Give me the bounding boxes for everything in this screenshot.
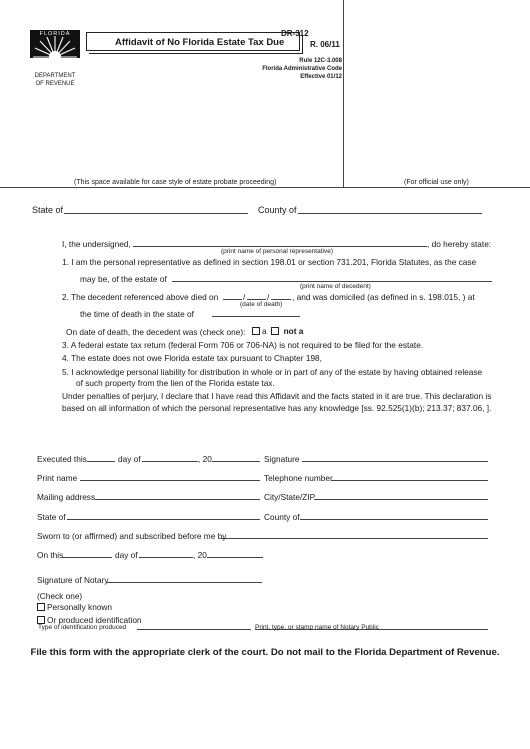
notary-county-field[interactable] [300, 519, 488, 520]
form-title: Affidavit of No Florida Estate Tax Due [115, 37, 285, 48]
state-label: State of [32, 205, 64, 215]
checkbox-not-a[interactable] [271, 327, 279, 335]
id-type-hint: Type of identification produced [38, 624, 127, 631]
date-separator-2: / [267, 292, 270, 302]
city-state-zip-label: City/State/ZIP [264, 492, 316, 502]
executed-day-field[interactable] [87, 461, 115, 462]
telephone-label: Telephone number [264, 473, 333, 483]
option-a-label: a [262, 326, 267, 336]
sworn-by-field[interactable] [221, 538, 488, 539]
checkbox-produced-id[interactable] [37, 616, 45, 624]
mailing-address-label: Mailing address [37, 492, 96, 502]
id-type-field[interactable] [137, 629, 251, 630]
agency-line2: OF REVENUE [35, 81, 75, 87]
do-hereby-label: , do hereby state: [427, 239, 492, 249]
checkbox-a[interactable] [252, 327, 260, 335]
item1-line2: may be, of the estate of [80, 274, 167, 284]
death-month-field[interactable] [223, 299, 242, 300]
notary-signature-field[interactable] [106, 582, 262, 583]
perjury-line2: based on all information of which the personal representative has any knowledge [ss. 92.525(1)(b); 213.37; 837.06, ]. [62, 403, 492, 413]
notary-state-field[interactable] [67, 519, 260, 520]
official-use-note: (For official use only) [404, 179, 469, 186]
status-options [252, 326, 303, 336]
agency-line1: DEPARTMENT [34, 73, 76, 79]
form-number: DR-312 [281, 29, 309, 38]
option-not-a-label: not a [283, 326, 304, 336]
caption-divider-vertical [343, 0, 344, 187]
item5-line2: of such property from the lien of the Florida estate tax. [76, 378, 275, 388]
decedent-name-field[interactable] [172, 281, 492, 282]
executed-month-field[interactable] [142, 461, 198, 462]
rule-effective: Effective 01/12 [300, 74, 342, 80]
executed-day-of-label: day of [118, 454, 141, 464]
undersigned-label: I, the undersigned, [62, 239, 131, 249]
rule-code: Florida Administrative Code [262, 66, 342, 72]
date-separator-1: / [243, 292, 246, 302]
domicile-state-field[interactable] [212, 316, 300, 317]
sworn-month-field[interactable] [139, 557, 193, 558]
item2-line2: the time of death in the state of [80, 309, 194, 319]
item2-domicile-text: , and was domiciled (as defined in s. 198.015, ) at [292, 292, 475, 302]
date-of-death-hint: (date of death) [240, 301, 283, 308]
sworn-year-field[interactable] [207, 557, 263, 558]
item4: 4. The estate does not owe Florida estate tax pursuant to Chapter 198, [62, 353, 322, 363]
death-day-field[interactable] [247, 299, 266, 300]
executed-year-label: , 20 [198, 454, 212, 464]
death-year-field[interactable] [271, 299, 291, 300]
checkbox-personally-known[interactable] [37, 603, 45, 611]
filing-instruction: File this form with the appropriate clerk of the court. Do not mail to the Florida Department of Revenue. [30, 647, 500, 658]
form-revision: R. 06/11 [310, 40, 340, 49]
rule-reference [230, 57, 342, 81]
item1-line1: 1. I am the personal representative as defined in section 198.01 or section 731.201, Florida Statutes, as the case [62, 257, 477, 267]
notary-county-label: County of [264, 512, 300, 522]
signature-field[interactable] [302, 461, 488, 462]
signature-label: Signature [264, 454, 300, 464]
executed-this-label: Executed this [37, 454, 87, 464]
county-field[interactable] [298, 213, 482, 214]
county-label: County of [258, 205, 297, 215]
on-this-label: On this [37, 550, 64, 560]
decedent-name-hint: (print name of decedent) [300, 283, 371, 290]
sworn-year-label: , 20 [193, 550, 207, 560]
rule-number: Rule 12C-3.008 [299, 58, 342, 64]
caption-divider-horizontal [0, 187, 530, 188]
state-field[interactable] [64, 213, 248, 214]
decedent-status-question: On date of death, the decedent was (check one): [66, 327, 246, 337]
representative-name-hint: (print name of personal representative) [221, 248, 334, 255]
print-name-field[interactable] [80, 480, 260, 481]
agency-top-text: FLORIDA [39, 31, 71, 37]
city-state-zip-field[interactable] [314, 499, 488, 500]
notary-name-hint: Print, type, or stamp name of Notary Public [255, 624, 379, 631]
sworn-day-field[interactable] [62, 557, 112, 558]
case-style-note: (This space available for case style of estate probate proceeding) [74, 179, 277, 186]
executed-year-field[interactable] [212, 461, 260, 462]
sworn-label: Sworn to (or affirmed) and subscribed before me by [37, 531, 227, 541]
personally-known-option [37, 602, 112, 612]
produced-id-label: Or produced identification [47, 615, 142, 625]
perjury-line1: Under penalties of perjury, I declare that I have read this Affidavit and the facts stated in it are true. This declaration is [62, 391, 492, 401]
personally-known-label: Personally known [47, 602, 113, 612]
print-name-label: Print name [37, 473, 78, 483]
notary-state-label: State of [37, 512, 66, 522]
telephone-field[interactable] [331, 480, 488, 481]
mailing-address-field[interactable] [95, 499, 260, 500]
agency-name [30, 72, 80, 88]
item3: 3. A federal estate tax return (federal Form 706 or 706-NA) is not required to be filed for the estate. [62, 340, 424, 350]
item2-label: 2. The decedent referenced above died on [62, 292, 219, 302]
item5-line1: 5. I acknowledge personal liability for distribution in whole or in part of any of the estate by having obtained release [62, 367, 483, 377]
representative-name-field[interactable] [133, 246, 427, 247]
sworn-day-of-label: day of [115, 550, 138, 560]
check-one-label: (Check one) [37, 591, 83, 601]
notary-signature-label: Signature of Notary [37, 575, 109, 585]
